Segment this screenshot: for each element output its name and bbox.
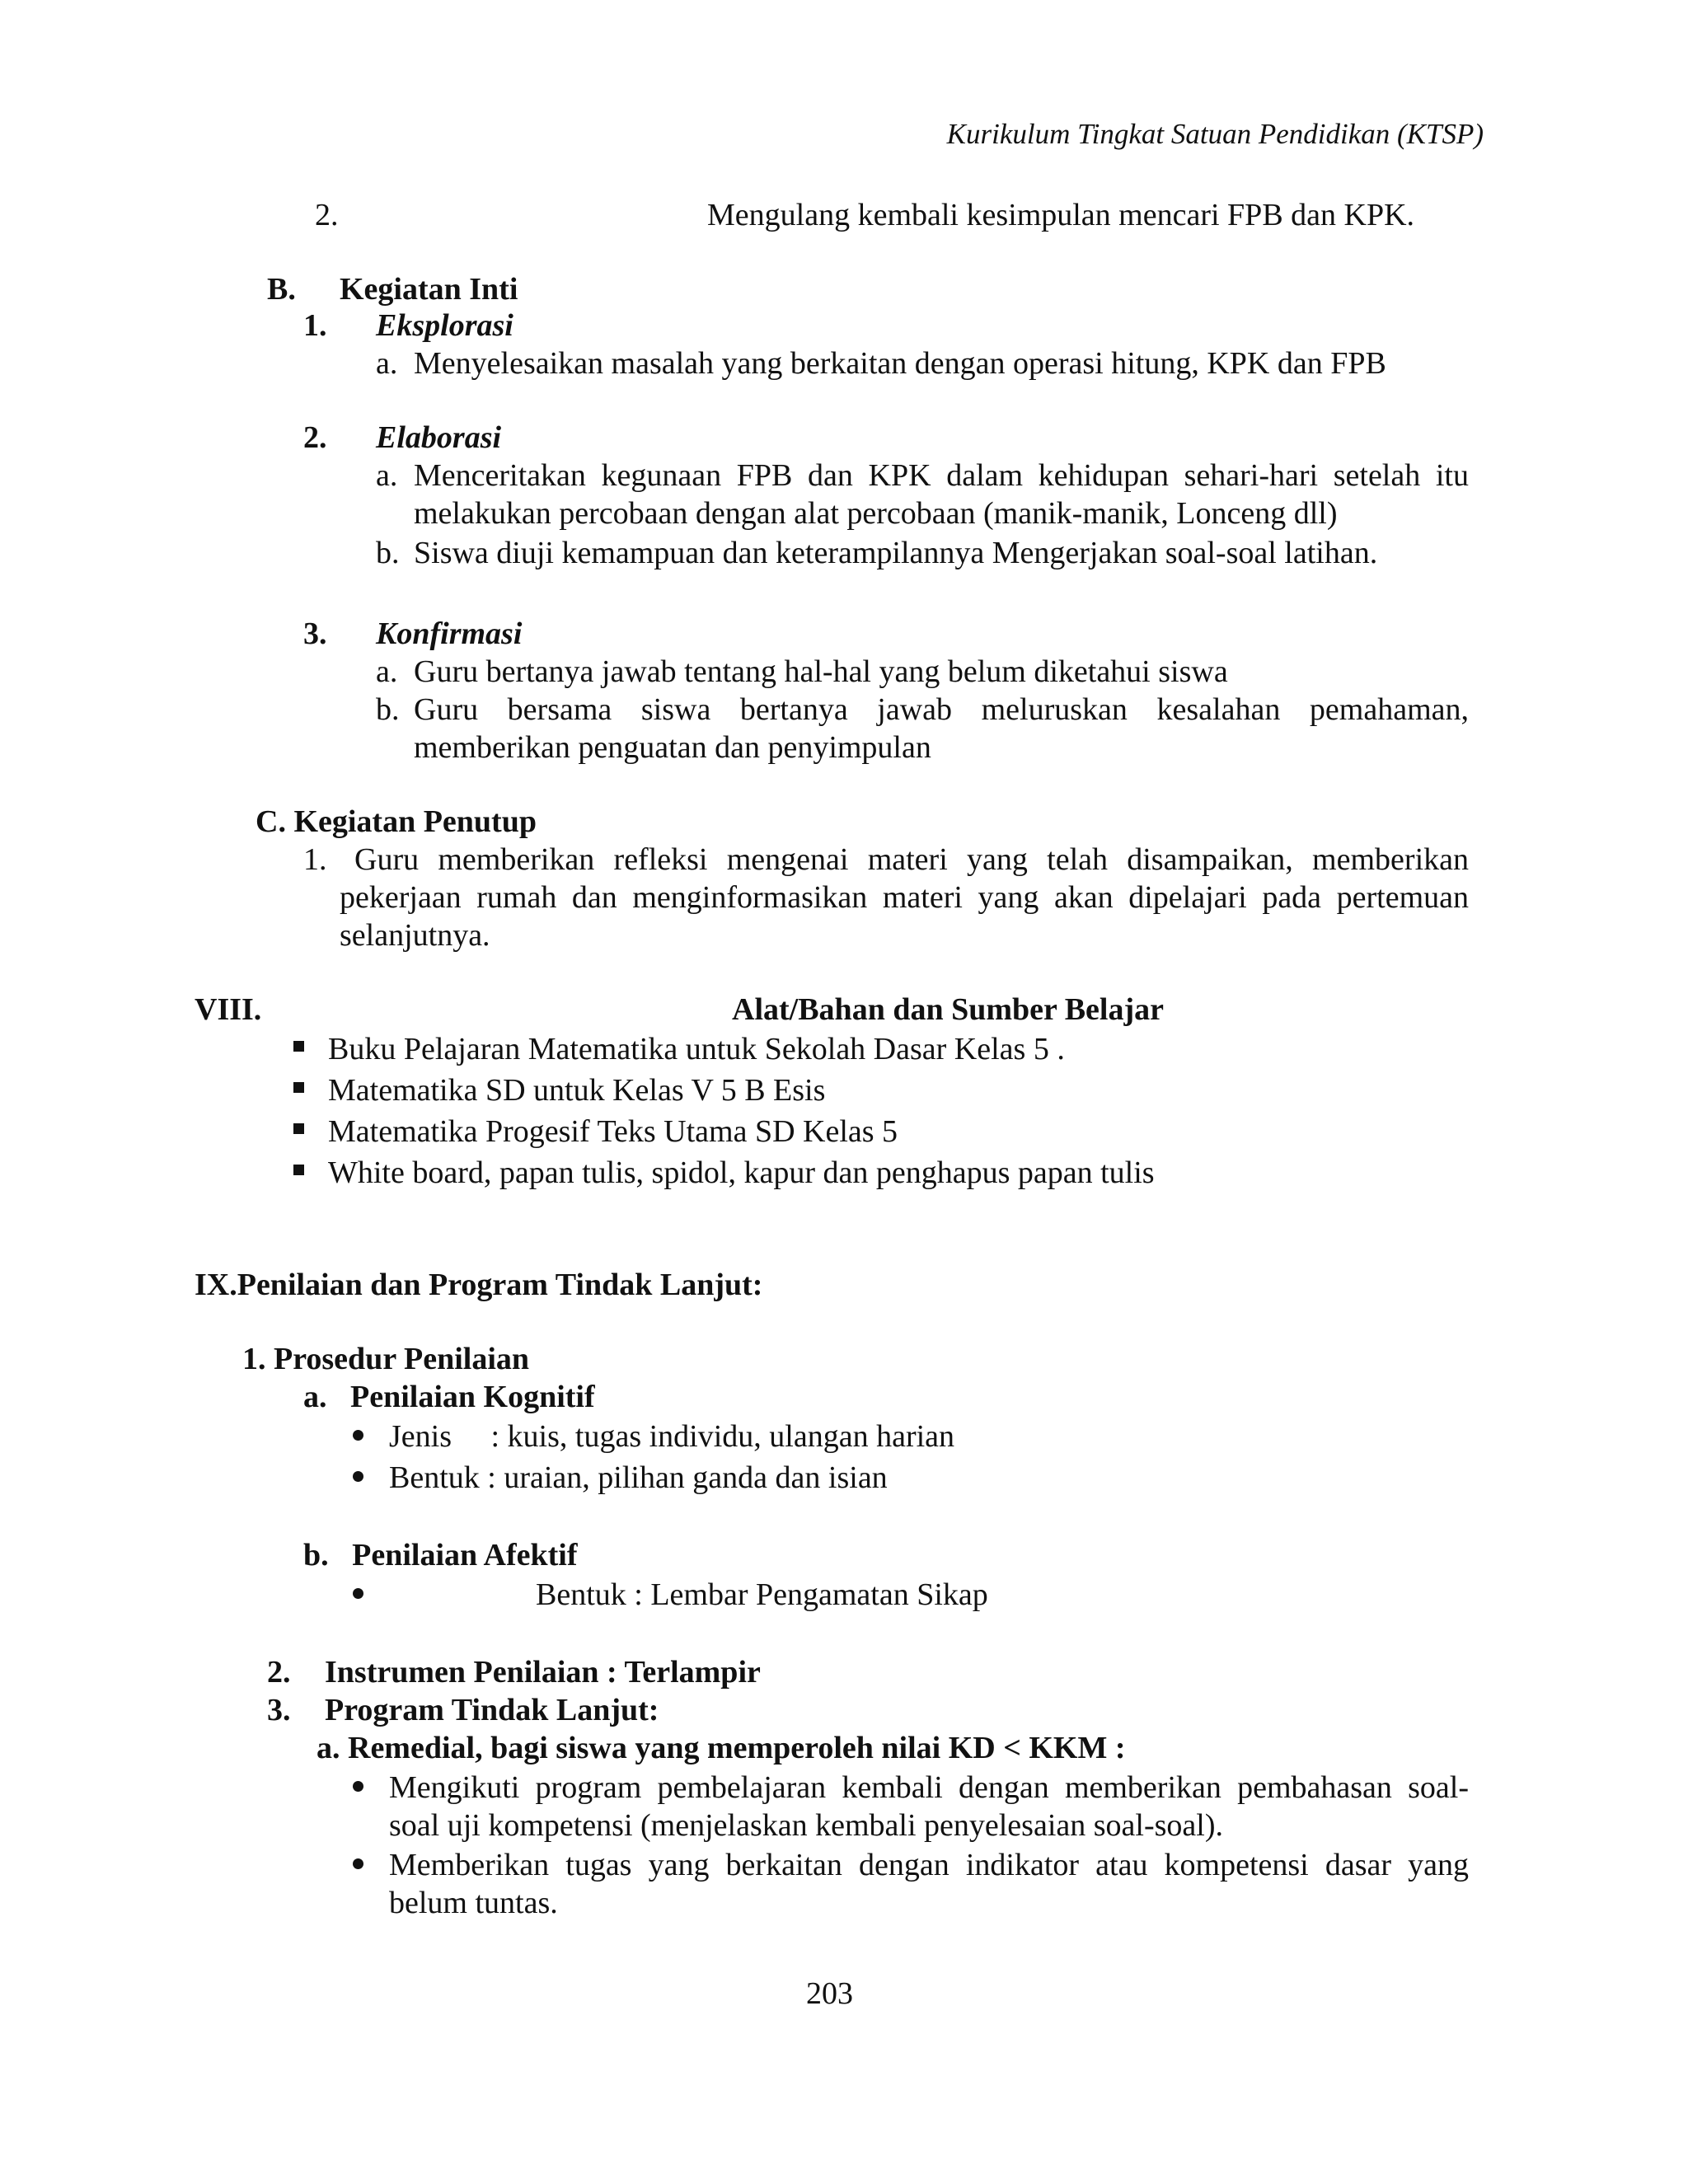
section-title: Alat/Bahan dan Sumber Belajar xyxy=(732,992,1164,1027)
list-item: Menyelesaikan masalah yang berkaitan dengan operasi hitung, KPK dan FPB xyxy=(414,346,1386,381)
list-item: Guru bersama siswa bertanya jawab meluruskan kesalahan pemahaman, xyxy=(414,692,1469,727)
list-marker: b. xyxy=(376,536,400,570)
bullet-icon xyxy=(353,1781,363,1792)
list-marker: a. xyxy=(376,654,398,689)
subsection-number: 3. xyxy=(303,616,327,651)
remedial-title: a. Remedial, bagi siswa yang memperoleh nilai KD < KKM : xyxy=(316,1731,1126,1765)
list-marker: a. xyxy=(376,458,398,493)
bullet-icon xyxy=(353,1471,363,1482)
list-item: Mengikuti program pembelajaran kembali dengan memberikan pembahasan soal- xyxy=(389,1770,1469,1805)
bullet-icon xyxy=(353,1858,363,1869)
list-item-continuation: soal uji kompetensi (menjelaskan kembali penyelesaian soal-soal). xyxy=(389,1808,1223,1843)
item-number: 2. xyxy=(315,198,339,232)
item-number: 2. xyxy=(267,1655,291,1690)
running-header: Kurikulum Tingkat Satuan Pendidikan (KTSP) xyxy=(946,118,1484,150)
item-text: Program Tindak Lanjut: xyxy=(325,1693,659,1727)
subsection-title: Konfirmasi xyxy=(376,616,523,651)
section-title: C. Kegiatan Penutup xyxy=(256,804,537,839)
list-item: Buku Pelajaran Matematika untuk Sekolah Dasar Kelas 5 . xyxy=(328,1032,1065,1066)
item-number: 1. xyxy=(303,842,327,877)
list-item: White board, papan tulis, spidol, kapur dan penghapus papan tulis xyxy=(328,1155,1155,1190)
bullet-icon xyxy=(353,1588,363,1599)
list-marker: a. xyxy=(376,346,398,381)
list-item-continuation: melakukan percobaan dengan alat percobaan (manik-manik, Lonceng dll) xyxy=(414,496,1338,531)
list-item: Memberikan tugas yang berkaitan dengan indikator atau kompetensi dasar yang xyxy=(389,1848,1469,1882)
list-item: Matematika Progesif Teks Utama SD Kelas 5 xyxy=(328,1114,898,1149)
subsection-title: Elaborasi xyxy=(376,420,502,455)
section-letter: B. xyxy=(267,272,296,307)
list-item: Jenis : kuis, tugas individu, ulangan harian xyxy=(389,1419,955,1454)
list-marker: b. xyxy=(376,692,400,727)
list-item: Siswa diuji kemampuan dan keterampilannya Mengerjakan soal-soal latihan. xyxy=(414,536,1378,570)
section-title: Kegiatan Inti xyxy=(340,272,518,307)
subsection-title: Eksplorasi xyxy=(376,308,513,343)
list-item: Bentuk : Lembar Pengamatan Sikap xyxy=(536,1577,988,1612)
subsection-title: 1. Prosedur Penilaian xyxy=(242,1342,530,1376)
square-bullet-icon xyxy=(293,1123,304,1134)
item-number: 3. xyxy=(267,1693,291,1727)
list-item-continuation: memberikan penguatan dan penyimpulan xyxy=(414,730,931,765)
subsection-label: b. Penilaian Afektif xyxy=(303,1538,578,1572)
list-item: Menceritakan kegunaan FPB dan KPK dalam kehidupan sehari-hari setelah itu xyxy=(414,458,1469,493)
list-item: Matematika SD untuk Kelas V 5 B Esis xyxy=(328,1073,826,1108)
paragraph-line: Guru memberikan refleksi mengenai materi yang telah disampaikan, memberikan xyxy=(354,842,1469,877)
list-item: Bentuk : uraian, pilihan ganda dan isian xyxy=(389,1460,888,1495)
paragraph-line: selanjutnya. xyxy=(340,918,490,953)
subsection-number: 1. xyxy=(303,308,327,343)
item-text: Mengulang kembali kesimpulan mencari FPB dan KPK. xyxy=(707,198,1415,232)
bullet-icon xyxy=(353,1430,363,1441)
subsection-number: 2. xyxy=(303,420,327,455)
list-item-continuation: belum tuntas. xyxy=(389,1886,558,1920)
square-bullet-icon xyxy=(293,1082,304,1093)
square-bullet-icon xyxy=(293,1165,304,1175)
paragraph-line: pekerjaan rumah dan menginformasikan materi yang akan dipelajari pada pertemuan xyxy=(340,880,1469,915)
subsection-label: a. Penilaian Kognitif xyxy=(303,1380,595,1414)
section-number: VIII. xyxy=(195,992,262,1027)
section-title: IX.Penilaian dan Program Tindak Lanjut: xyxy=(195,1268,763,1302)
square-bullet-icon xyxy=(293,1041,304,1052)
item-text: Instrumen Penilaian : Terlampir xyxy=(325,1655,761,1690)
list-item: Guru bertanya jawab tentang hal-hal yang belum diketahui siswa xyxy=(414,654,1228,689)
page-number: 203 xyxy=(806,1976,853,2011)
